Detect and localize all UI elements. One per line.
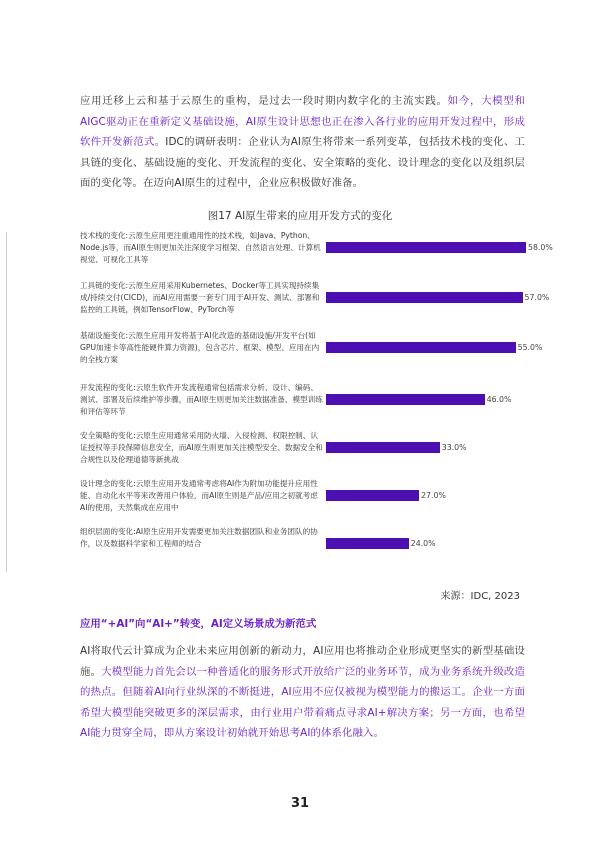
intro-text-highlight: 如今，大模型和AIGC驱动正在重新定义基础设施，AI原生设计思想也正在渗入各行业的应用开发过程中，形成软件开发新范式。	[80, 95, 526, 148]
value-label: 55.0%	[517, 343, 543, 352]
intro-text-plain-2: IDC的调研表明：企业认为AI原生将带来一系列变革，包括技术栈的变化、工具链的变化、基础设施的变化、开发流程的变化、安全策略的变化、设计理念的变化以及组织层面的变化等。在迈向AI原生的过程中，企业应积极做好准备。	[80, 136, 525, 189]
bar	[326, 394, 485, 405]
section-heading: 应用“+AI”向“AI+”转变，AI定义场景成为新范式	[80, 618, 317, 630]
category-label: 技术栈的变化:云原生应用更注重通用性的技术栈，如Java、Python、Node.js等，而AI原生则更加关注深度学习框架、自然语言处理、计算机视觉、可视化工具等	[80, 231, 321, 264]
value-label: 27.0%	[421, 491, 446, 500]
value-label: 58.0%	[528, 243, 553, 252]
body-text-highlight: 大模型能力首先会以一种普适化的服务形式开放给广泛的业务环节，成为业务系统升级改造的热点。但随着AI向行业纵深的不断挺进，AI应用不应仅被视为模型能力的搬运工。企业一方面希望大模型能突破更多的深层需求，由行业用户带着痛点寻求AI+解决方案；另一方面，也希望AI能力贯穿全局，即从方案设计初始就开始思考AI的体系化融入。	[80, 665, 525, 739]
bar	[326, 242, 526, 253]
value-label: 33.0%	[441, 443, 467, 452]
chart-title: 图17 AI原生带来的应用开发方式的变化	[207, 210, 393, 222]
bar	[326, 342, 516, 353]
body-text-plain: AI将取代云计算成为企业未来应用创新的新动力，AI应用也将推动企业形成更坚实的新型基础设施。	[80, 645, 525, 678]
chart-source: 来源：IDC, 2023	[440, 591, 520, 602]
bar	[326, 538, 409, 549]
category-label: 开发流程的变化:云原生软件开发流程通常包括需求分析、设计、编码、测试、部署及后续维护等步骤，而AI原生则更加关注数据准备、模型训练和评估等环节	[80, 383, 323, 416]
page-number: 31	[290, 796, 310, 811]
category-label: 工具链的变化:云原生应用采用Kubernetes、Docker等工具实现持续集成/持续交付(CICD)，而AI应用需要一套专门用于AI开发、测试、部署和监控的工具链，例如TensorFlow、PyTorch等	[80, 281, 320, 314]
category-label: 基础设施变化:云原生应用开发将基于AI化改造的基础设施/开发平台(如GPU加速卡等高性能硬件算力资源)，包含芯片、框架、模型、应用在内的全栈方案	[80, 331, 320, 364]
intro-paragraph	[80, 91, 525, 194]
category-label: 组织层面的变化:AI原生应用开发需要更加关注数据团队和业务团队的协作，以及数据科学家和工程师的结合	[80, 527, 318, 548]
bar-chart	[78, 228, 553, 576]
body-paragraph	[80, 641, 525, 744]
category-label: 设计理念的变化:云原生应用开发通常考虑将AI作为附加功能提升应用性能、自动化水平等来改善用户体验，而AI原生则是产品/应用之初就考虑AI的使用，天然集成在应用中	[80, 479, 318, 512]
value-label: 46.0%	[486, 395, 512, 404]
value-label: 24.0%	[410, 539, 436, 548]
category-label: 安全策略的变化:云原生应用通常采用防火墙、入侵检测、权限控制、认证授权等手段保障信息安全，而AI原生则更加关注模型安全、数据安全和合规性以及伦理道德等新挑战	[80, 431, 323, 464]
bar	[326, 292, 523, 303]
intro-text-plain: 应用迁移上云和基于云原生的重构，是过去一段时期内数字化的主流实践。	[80, 95, 448, 107]
bar	[326, 490, 419, 501]
chart-axis-line	[6, 232, 7, 572]
value-label: 57.0%	[524, 293, 550, 302]
bar	[326, 442, 440, 453]
